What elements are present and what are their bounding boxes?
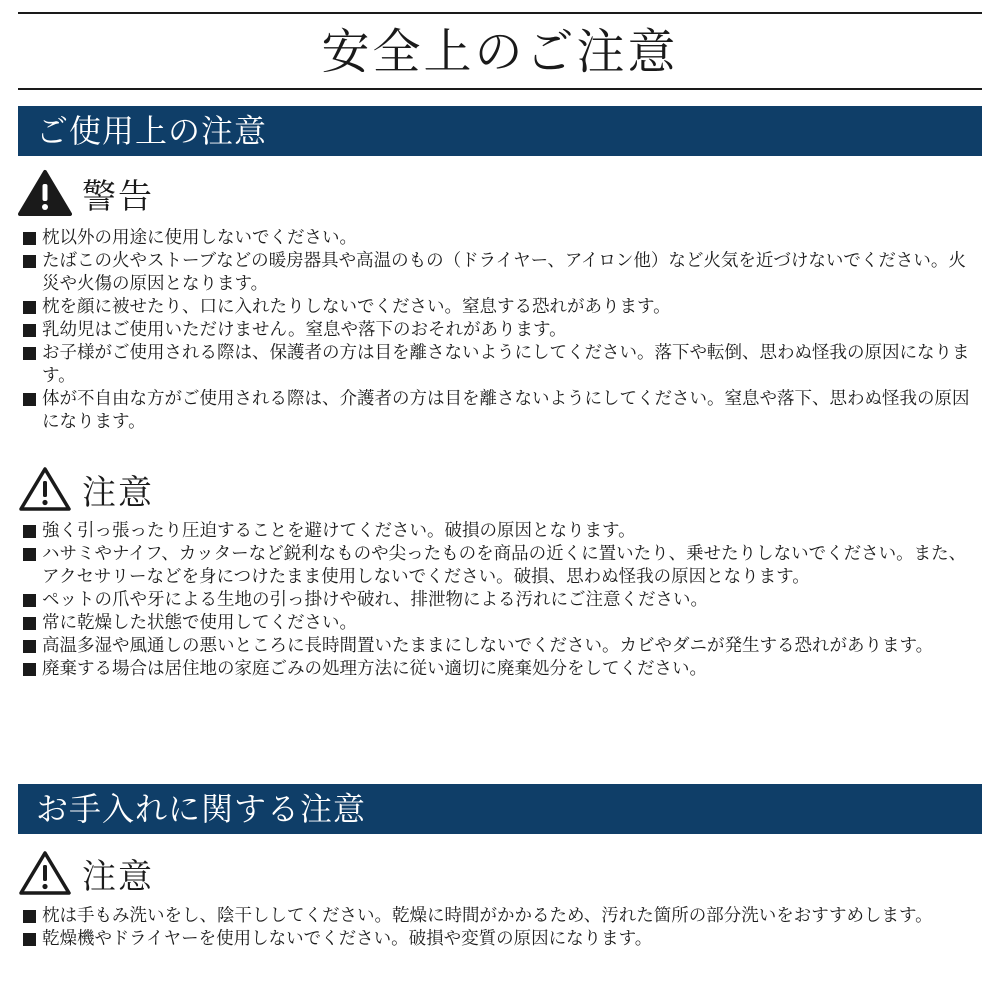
list-item: 枕以外の用途に使用しないでください。 xyxy=(22,227,972,250)
caution-list-usage xyxy=(22,520,972,681)
list-item: 乳幼児はご使用いただけません。窒息や落下のおそれがあります。 xyxy=(22,319,972,342)
list-item: ハサミやナイフ、カッターなど鋭利なものや尖ったものを商品の近くに置いたり、乗せたりしないでください。また、アクセサリーなどを身につけたまま使用しないでください。破損、思わぬ怪我の原因となります。 xyxy=(22,543,972,589)
caution-outline-icon xyxy=(18,849,72,897)
caution-subheading-care xyxy=(18,848,154,898)
list-item: 常に乾燥した状態で使用してください。 xyxy=(22,612,972,635)
list-item: お子様がご使用される際は、保護者の方は目を離さないようにしてください。落下や転倒、思わぬ怪我の原因になります。 xyxy=(22,342,972,388)
list-item: 廃棄する場合は居住地の家庭ごみの処理方法に従い適切に廃棄処分をしてください。 xyxy=(22,658,972,681)
title-underline xyxy=(18,88,982,90)
caution-list-care xyxy=(22,905,972,951)
caution-label: 注意 xyxy=(82,472,154,513)
caution-label: 注意 xyxy=(82,856,154,897)
section-heading-usage: ご使用上の注意 xyxy=(18,106,982,156)
warning-list xyxy=(22,227,972,434)
warning-label: 警告 xyxy=(82,176,154,217)
section-heading-care: お手入れに関する注意 xyxy=(18,784,982,834)
list-item: 枕は手もみ洗いをし、陰干ししてください。乾燥に時間がかかるため、汚れた箇所の部分洗いをおすすめします。 xyxy=(22,905,972,928)
top-rule xyxy=(18,12,982,14)
list-item: 体が不自由な方がご使用される際は、介護者の方は目を離さないようにしてください。窒息や落下、思わぬ怪我の原因になります。 xyxy=(22,388,972,434)
list-item: 強く引っ張ったり圧迫することを避けてください。破損の原因となります。 xyxy=(22,520,972,543)
list-item: 乾燥機やドライヤーを使用しないでください。破損や変質の原因になります。 xyxy=(22,928,972,951)
caution-subheading-usage xyxy=(18,464,154,514)
warning-filled-icon xyxy=(18,169,72,217)
caution-outline-icon xyxy=(18,465,72,513)
list-item: 高温多湿や風通しの悪いところに長時間置いたままにしないでください。カビやダニが発生する恐れがあります。 xyxy=(22,635,972,658)
list-item: ペットの爪や牙による生地の引っ掛けや破れ、排泄物による汚れにご注意ください。 xyxy=(22,589,972,612)
warning-subheading xyxy=(18,168,154,218)
list-item: 枕を顔に被せたり、口に入れたりしないでください。窒息する恐れがあります。 xyxy=(22,296,972,319)
page-title: 安全上のご注意 xyxy=(321,24,679,80)
list-item: たばこの火やストーブなどの暖房器具や高温のもの（ドライヤー、アイロン他）など火気を近づけないでください。火災や火傷の原因となります。 xyxy=(22,250,972,296)
